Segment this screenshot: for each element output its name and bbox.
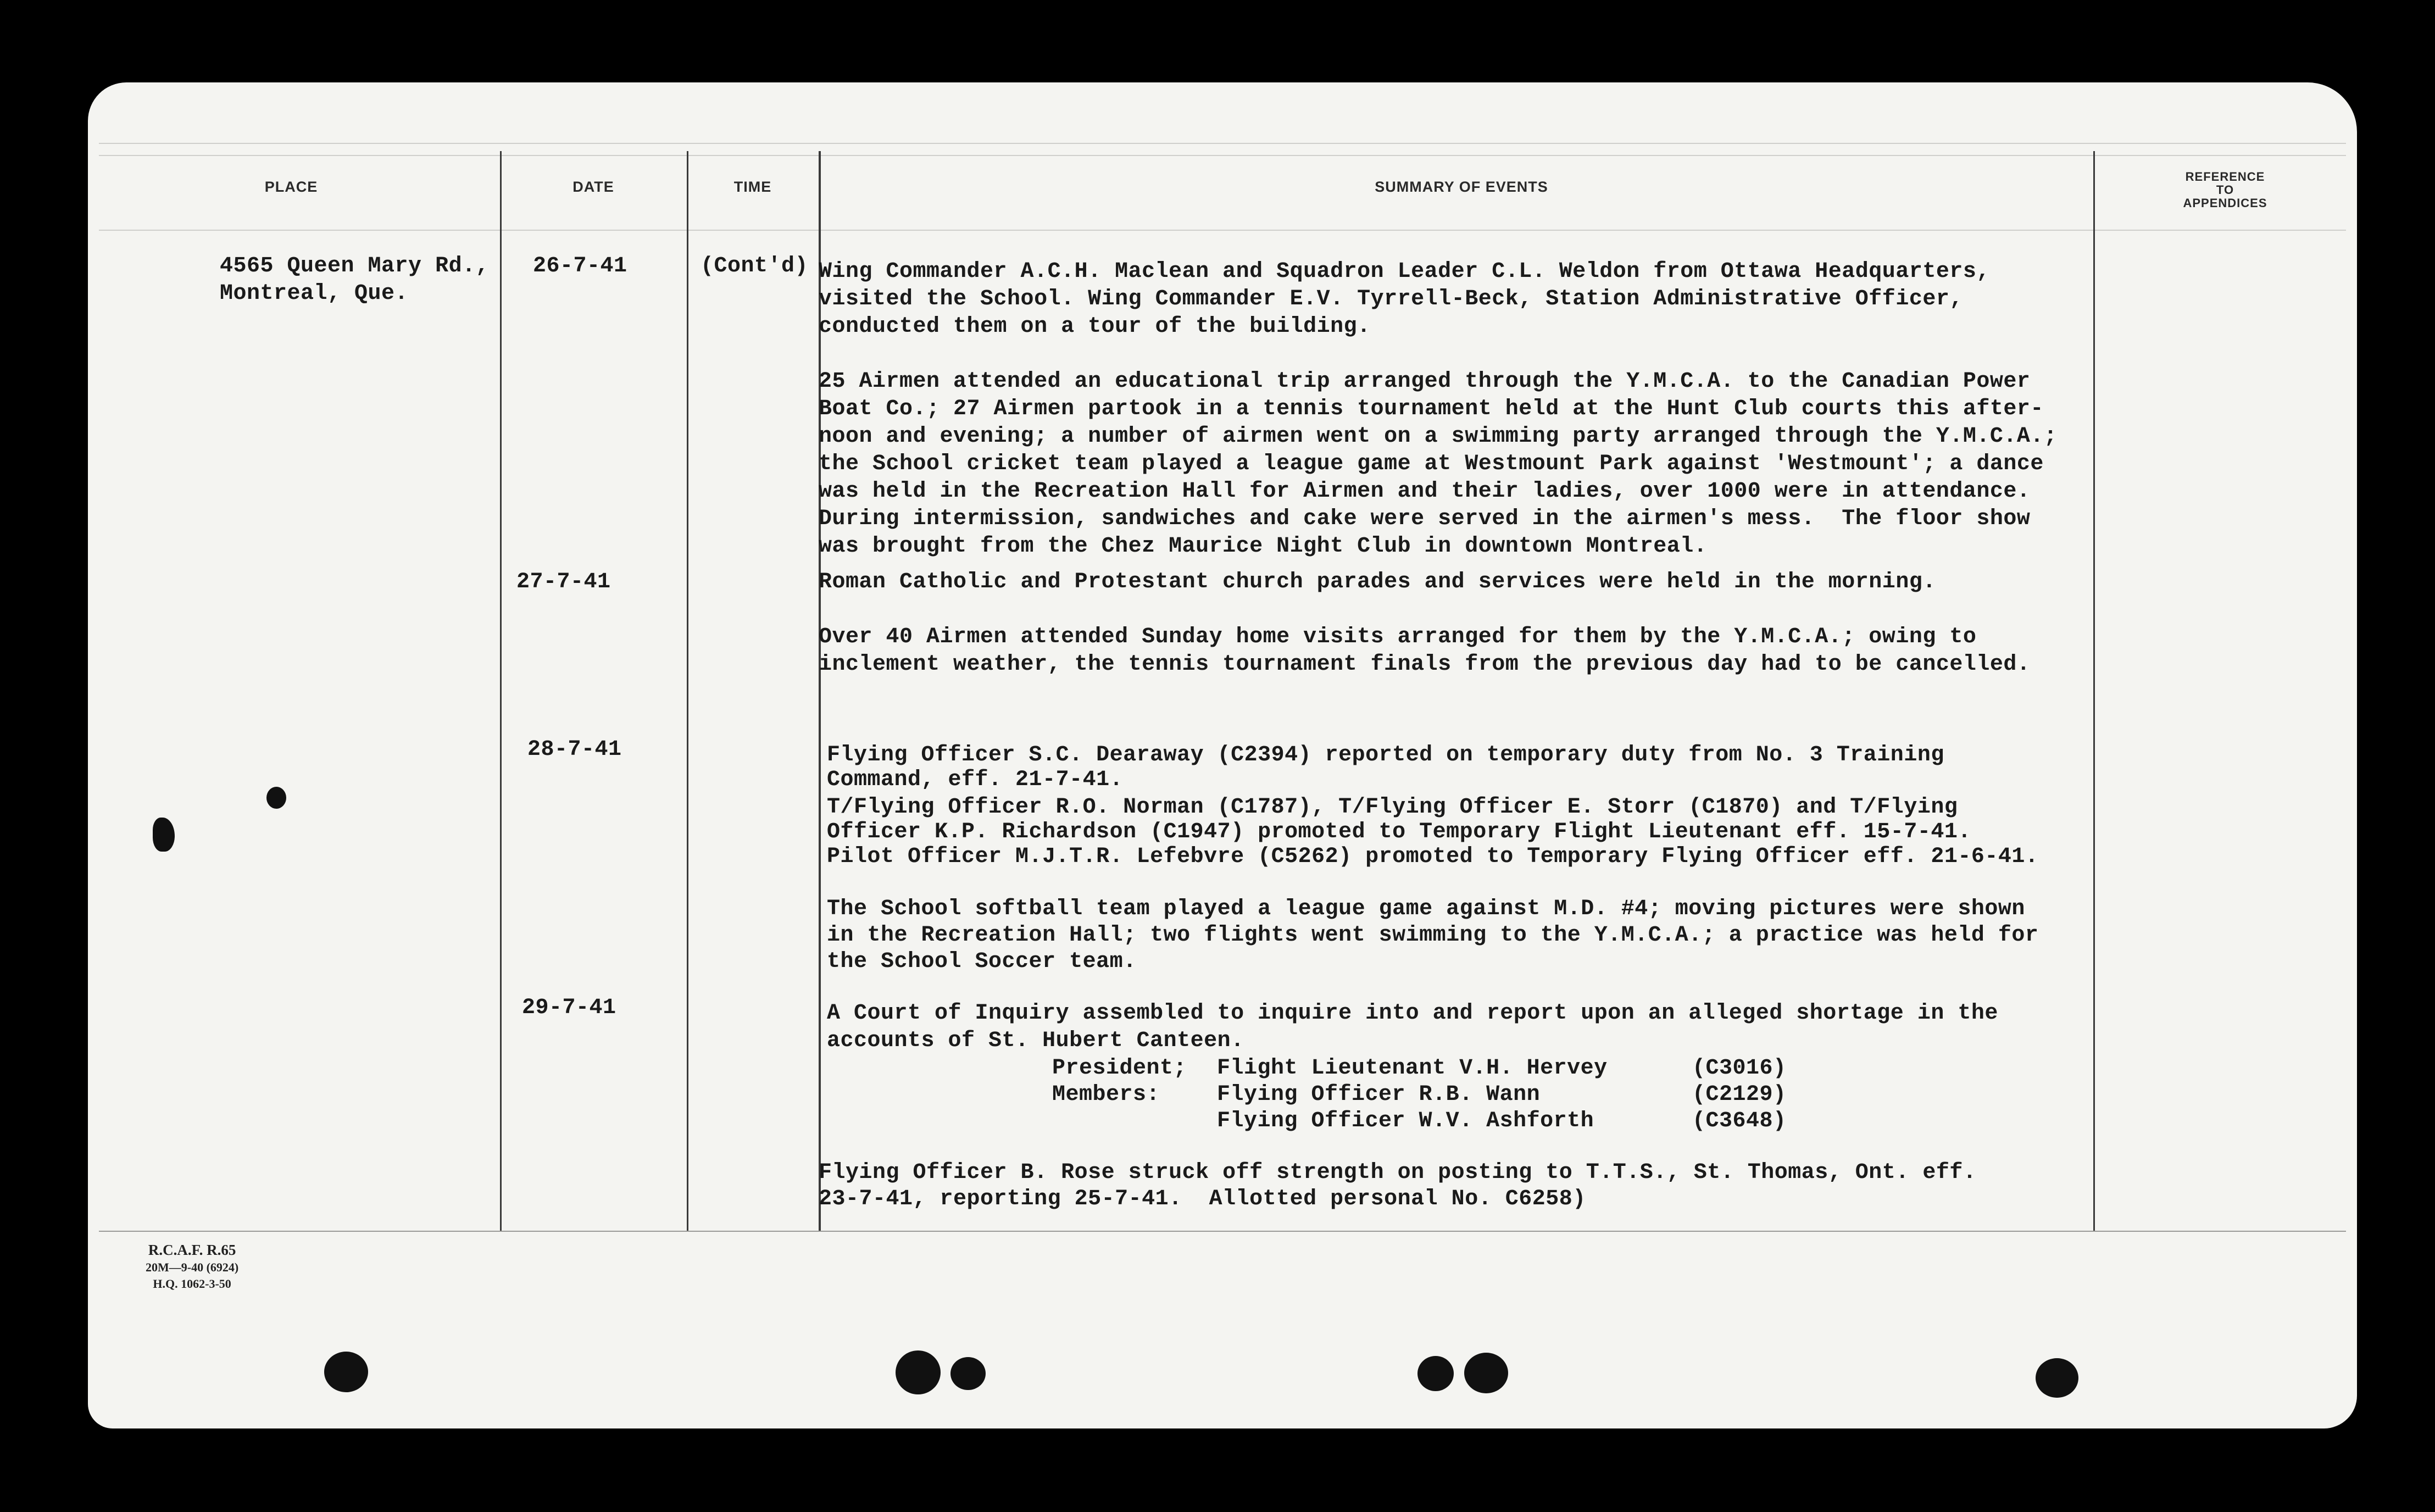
court-role: President; xyxy=(1052,1056,1187,1081)
summary-line: T/Flying Officer R.O. Norman (C1787), T/Flying Officer E. Storr (C1870) and T/Flying xyxy=(827,795,1958,820)
court-name: Flying Officer R.B. Wann xyxy=(1217,1082,1541,1107)
header-reference-line: REFERENCE xyxy=(2185,170,2265,184)
header-place: PLACE xyxy=(264,179,318,195)
top-rule-line xyxy=(99,155,2346,156)
summary-line: was brought from the Chez Maurice Night Club in downtown Montreal. xyxy=(819,534,1708,559)
summary-line: 25 Airmen attended an educational trip arranged through the Y.M.C.A. to the Canadian Power xyxy=(819,369,2031,394)
summary-line: During intermission, sandwiches and cake were served in the airmen's mess. The floor show xyxy=(819,507,2031,531)
form-reference-line: 20M—9-40 (6924) xyxy=(146,1260,239,1274)
court-role: Members: xyxy=(1052,1082,1160,1107)
top-rule-line xyxy=(99,143,2346,144)
header-rule-line xyxy=(99,230,2346,231)
summary-line: noon and evening; a number of airmen went on a swimming party arranged through the Y.M.C.A.; xyxy=(819,424,2058,449)
entry-date: 26-7-41 xyxy=(533,254,627,279)
summary-line: Officer K.P. Richardson (C1947) promoted to Temporary Flight Lieutenant eff. 15-7-41. xyxy=(827,820,1971,844)
entry-date: 29-7-41 xyxy=(522,996,616,1020)
summary-line: in the Recreation Hall; two flights went swimming to the Y.M.C.A.; a practice was held for xyxy=(827,923,2039,948)
punch-hole xyxy=(950,1357,986,1390)
summary-line: Flying Officer B. Rose struck off strength on posting to T.T.S., St. Thomas, Ont. eff. xyxy=(819,1160,1977,1185)
summary-line: inclement weather, the tennis tournament finals from the previous day had to be cancelled. xyxy=(819,652,2031,677)
court-number: (C3016) xyxy=(1692,1056,1787,1081)
form-reference xyxy=(146,1241,238,1292)
bottom-rule-line xyxy=(99,1231,2346,1232)
summary-line: Pilot Officer M.J.T.R. Lefebvre (C5262) promoted to Temporary Flying Officer eff. 21-6-41. xyxy=(827,844,2039,869)
summary-line: conducted them on a tour of the building. xyxy=(819,314,1371,339)
place-line: Montreal, Que. xyxy=(220,281,409,306)
ink-blot xyxy=(153,818,175,852)
header-reference-line: APPENDICES xyxy=(2183,196,2267,210)
entry-date: 28-7-41 xyxy=(527,737,622,762)
summary-line: Flying Officer S.C. Dearaway (C2394) reported on temporary duty from No. 3 Training xyxy=(827,743,1944,768)
summary-line: the School cricket team played a league game at Westmount Park against 'Westmount'; a dance xyxy=(819,452,2044,476)
form-card xyxy=(88,82,2357,1428)
entry-time: (Cont'd) xyxy=(701,254,809,279)
summary-line: The School softball team played a league game against M.D. #4; moving pictures were shown xyxy=(827,897,2025,921)
header-reference-line: TO xyxy=(2216,183,2234,197)
summary-line: A Court of Inquiry assembled to inquire into and report upon an alleged shortage in the xyxy=(827,1001,1998,1026)
punch-hole xyxy=(324,1352,368,1392)
court-name: Flight Lieutenant V.H. Hervey xyxy=(1217,1056,1608,1081)
form-reference-line: R.C.A.F. R.65 xyxy=(148,1242,236,1258)
header-time: TIME xyxy=(733,179,772,195)
column-divider-summary xyxy=(2093,151,2095,1231)
summary-line: Wing Commander A.C.H. Maclean and Squadron Leader C.L. Weldon from Ottawa Headquarters, xyxy=(819,259,1990,284)
summary-line: the School Soccer team. xyxy=(827,949,1137,974)
summary-line: 23-7-41, reporting 25-7-41. Allotted personal No. C6258) xyxy=(819,1187,1586,1211)
entry-date: 27-7-41 xyxy=(516,570,611,594)
header-date: DATE xyxy=(572,179,614,195)
place-line: 4565 Queen Mary Rd., xyxy=(220,254,490,279)
court-number: (C2129) xyxy=(1692,1082,1787,1107)
summary-line: Command, eff. 21-7-41. xyxy=(827,768,1124,792)
summary-line: was held in the Recreation Hall for Airmen and their ladies, over 1000 were in attendance. xyxy=(819,479,2031,504)
header-reference xyxy=(2121,170,2330,210)
punch-hole xyxy=(896,1350,941,1394)
column-divider-date xyxy=(687,151,688,1231)
column-divider-place xyxy=(500,151,502,1231)
ink-blot xyxy=(266,787,286,809)
summary-line: Boat Co.; 27 Airmen partook in a tennis tournament held at the Hunt Club courts this after- xyxy=(819,397,2044,421)
punch-hole xyxy=(2036,1358,2078,1398)
form-reference-line: H.Q. 1062-3-50 xyxy=(153,1277,231,1291)
summary-line: accounts of St. Hubert Canteen. xyxy=(827,1029,1244,1053)
court-name: Flying Officer W.V. Ashforth xyxy=(1217,1109,1594,1133)
summary-line: visited the School. Wing Commander E.V. Tyrrell-Beck, Station Administrative Officer, xyxy=(819,287,1963,312)
header-summary: SUMMARY OF EVENTS xyxy=(1375,179,1548,195)
punch-hole xyxy=(1417,1356,1454,1391)
court-number: (C3648) xyxy=(1692,1109,1787,1133)
summary-line: Over 40 Airmen attended Sunday home visits arranged for them by the Y.M.C.A.; owing to xyxy=(819,625,1977,649)
summary-line: Roman Catholic and Protestant church parades and services were held in the morning. xyxy=(819,570,1936,594)
punch-hole xyxy=(1464,1353,1508,1393)
